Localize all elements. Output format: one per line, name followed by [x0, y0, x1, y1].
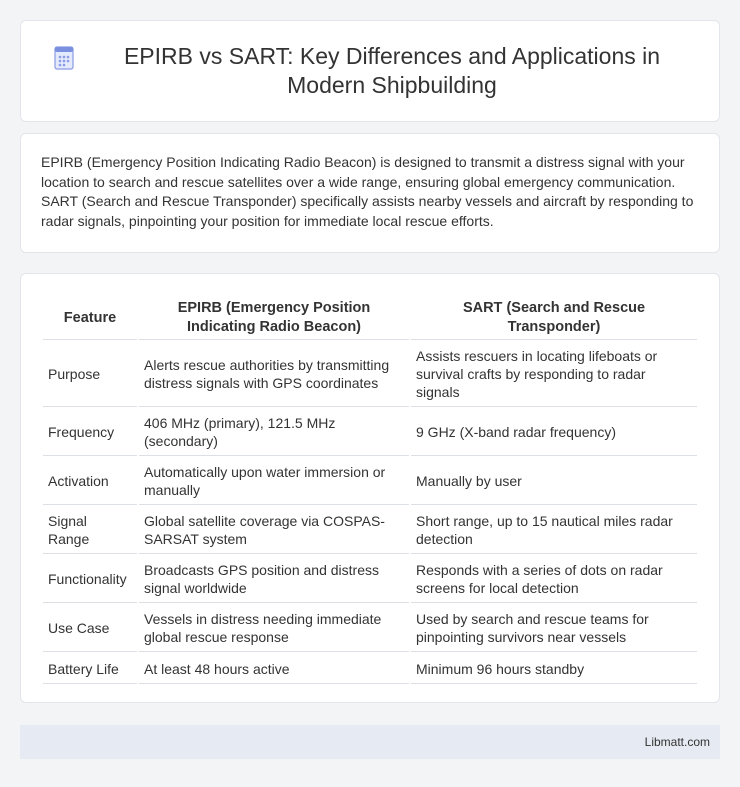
footer-site-link[interactable]: Libmatt.com [644, 735, 710, 749]
header-feature: Feature [43, 296, 137, 340]
document-icon [51, 45, 77, 71]
cell-epirb: 406 MHz (primary), 121.5 MHz (secondary) [139, 409, 409, 456]
table-row [43, 605, 697, 652]
cell-sart: Manually by user [411, 458, 697, 505]
cell-feature: Activation [43, 458, 137, 505]
cell-feature: Battery Life [43, 654, 137, 684]
title-card [20, 20, 720, 122]
comparison-table [41, 294, 699, 686]
cell-epirb: At least 48 hours active [139, 654, 409, 684]
table-header-row [43, 296, 697, 340]
cell-epirb: Automatically upon water immersion or manually [139, 458, 409, 505]
cell-sart: Used by search and rescue teams for pinpointing survivors near vessels [411, 605, 697, 652]
cell-feature: Functionality [43, 556, 137, 603]
cell-feature: Frequency [43, 409, 137, 456]
cell-sart: 9 GHz (X-band radar frequency) [411, 409, 697, 456]
table-row [43, 654, 697, 684]
header-epirb: EPIRB (Emergency Position Indicating Radio Beacon) [139, 296, 409, 340]
intro-card [20, 133, 720, 253]
table-row [43, 458, 697, 505]
table-row [43, 342, 697, 407]
table-row [43, 507, 697, 554]
title-wrap [51, 42, 689, 100]
cell-sart: Assists rescuers in locating lifeboats or survival crafts by responding to radar signals [411, 342, 697, 407]
cell-feature: Purpose [43, 342, 137, 407]
cell-sart: Short range, up to 15 nautical miles radar detection [411, 507, 697, 554]
page-title: EPIRB vs SART: Key Differences and Applications in Modern Shipbuilding [123, 43, 661, 98]
cell-sart: Responds with a series of dots on radar screens for local detection [411, 556, 697, 603]
cell-feature: Signal Range [43, 507, 137, 554]
header-sart: SART (Search and Rescue Transponder) [411, 296, 697, 340]
cell-feature: Use Case [43, 605, 137, 652]
cell-epirb: Global satellite coverage via COSPAS-SARSAT system [139, 507, 409, 554]
cell-sart: Minimum 96 hours standby [411, 654, 697, 684]
table-row [43, 409, 697, 456]
comparison-table-card [20, 273, 720, 703]
cell-epirb: Broadcasts GPS position and distress signal worldwide [139, 556, 409, 603]
table-row [43, 556, 697, 603]
footer [20, 725, 720, 759]
cell-epirb: Vessels in distress needing immediate global rescue response [139, 605, 409, 652]
intro-paragraph: EPIRB (Emergency Position Indicating Radio Beacon) is designed to transmit a distress signal with your location to search and rescue satellites over a wide range, ensuring global emergency communication. SART (Search and Rescue Transponder) specifically assists nearby vessels and aircraft by responding to radar signals, pinpointing your position for immediate local rescue efforts. [41, 154, 694, 229]
cell-epirb: Alerts rescue authorities by transmitting distress signals with GPS coordinates [139, 342, 409, 407]
